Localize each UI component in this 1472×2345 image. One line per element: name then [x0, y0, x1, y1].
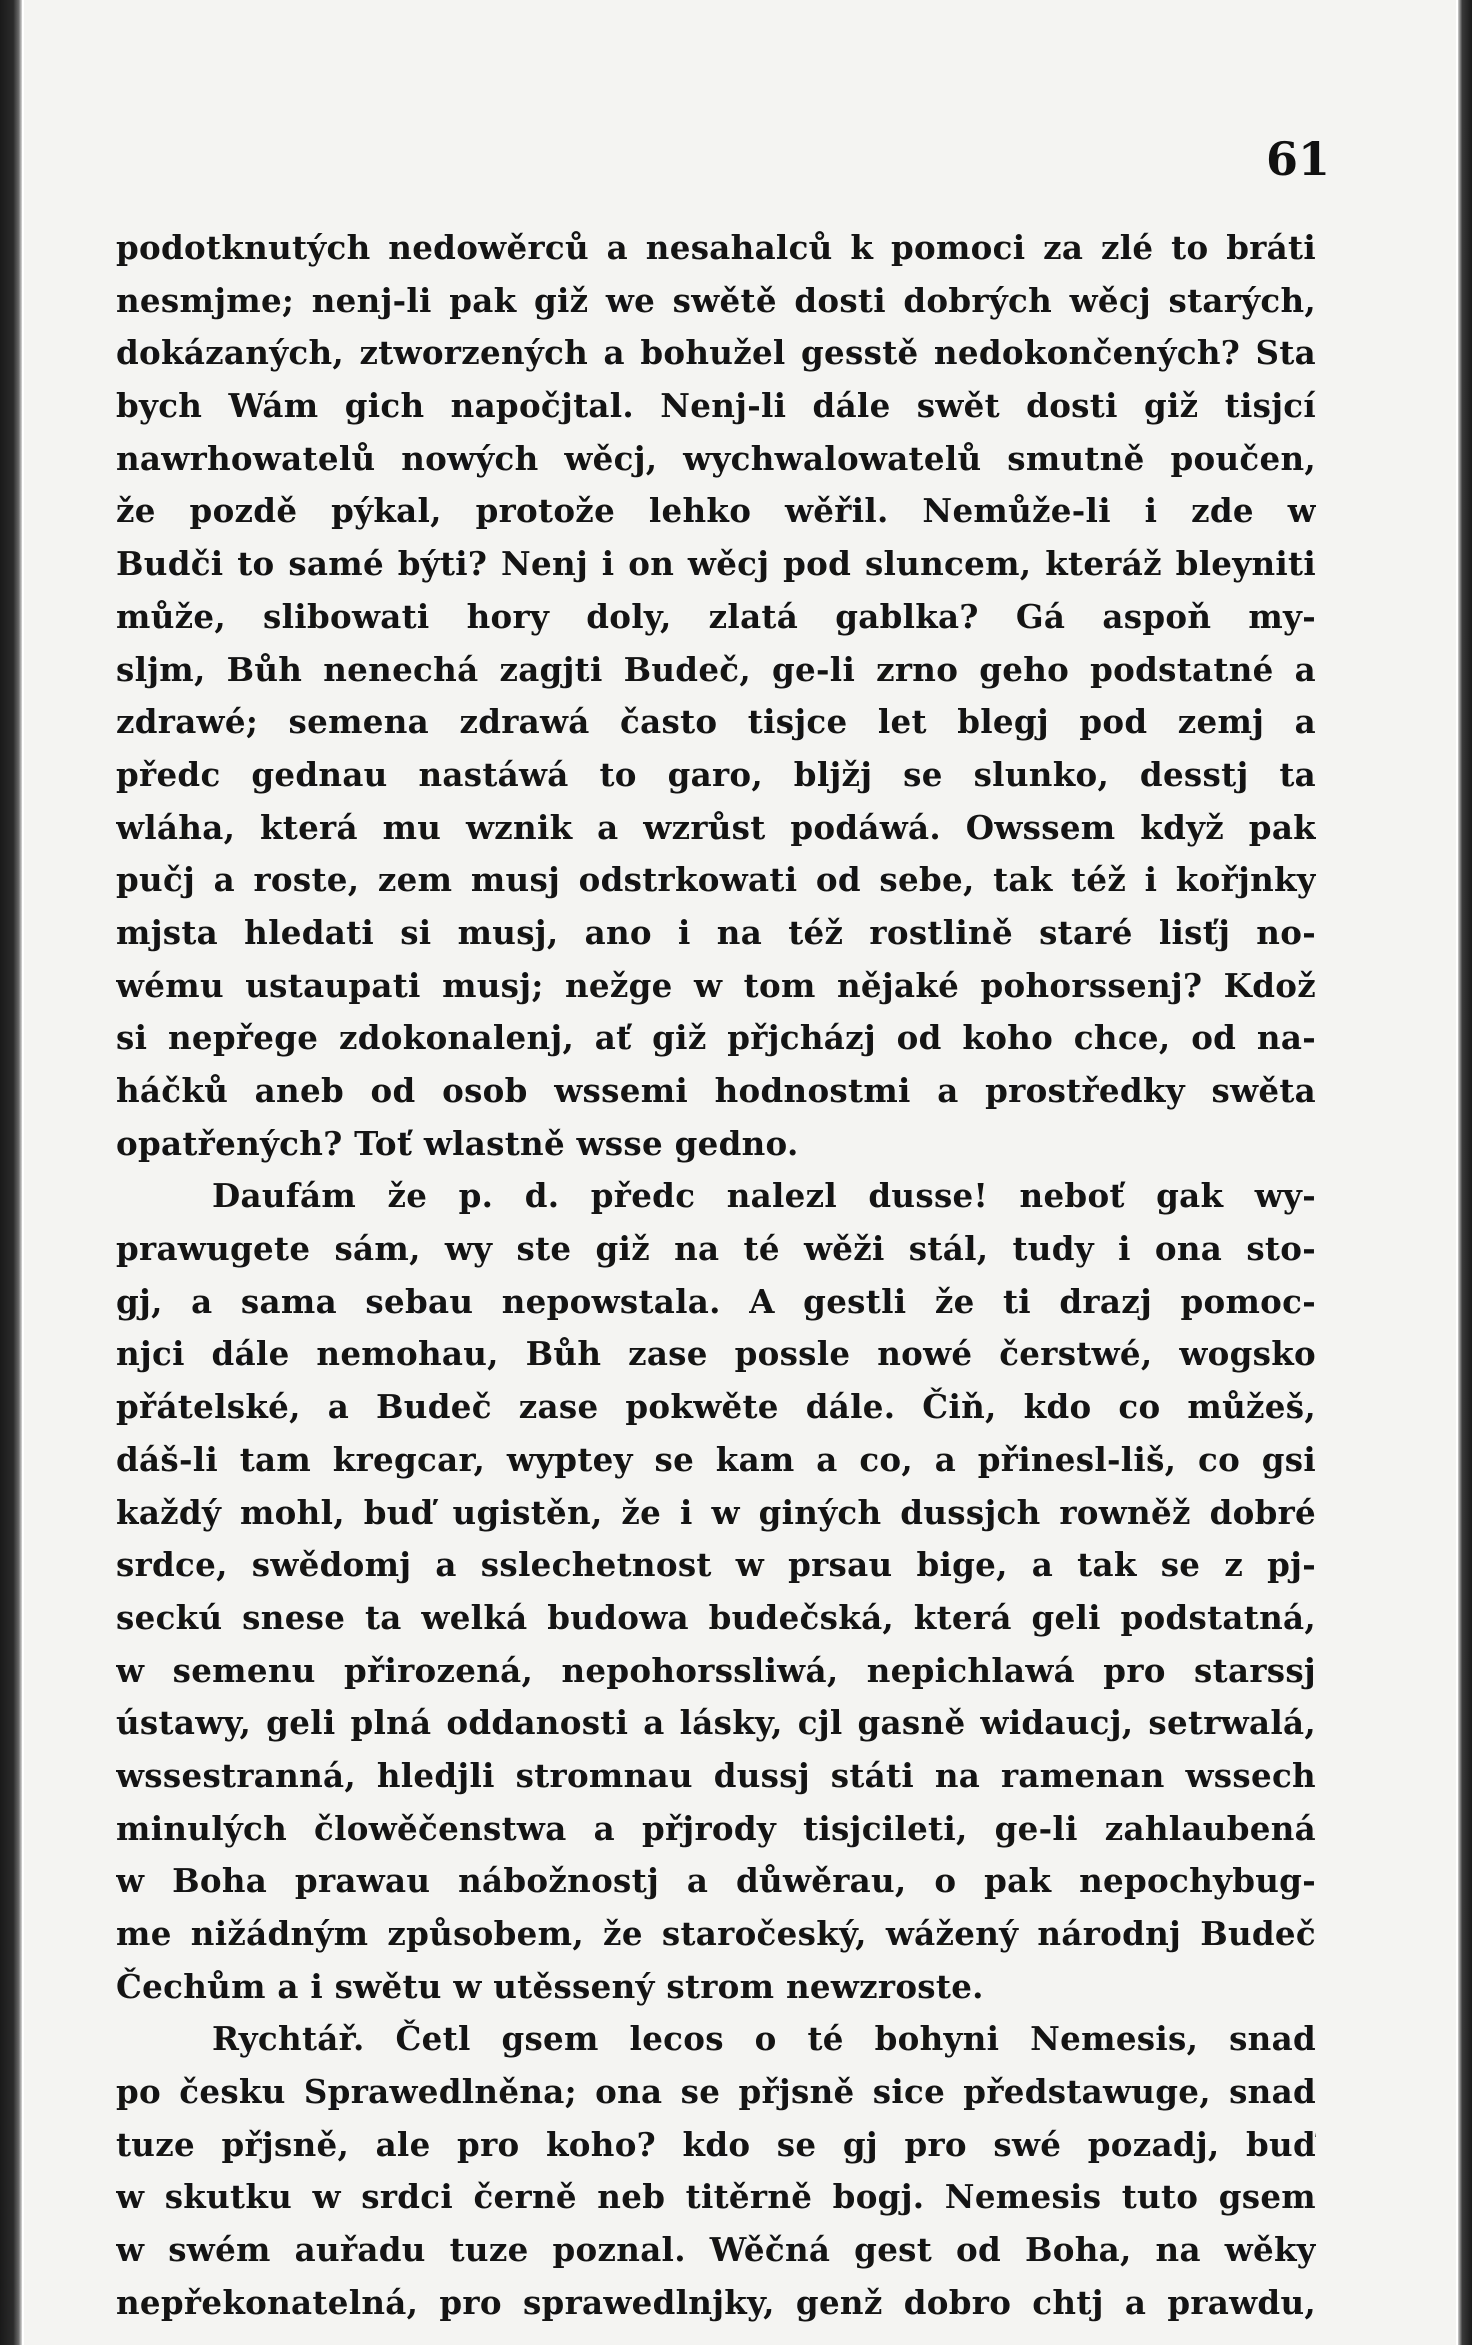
text-line: nesmjme; nenj-li pak giž we swětě dosti dobrých wěcj starých,	[116, 280, 1316, 320]
text-line: ústawy, geli plná oddanosti a lásky, cjl gasně widaucj, setrwalá,	[116, 1703, 1316, 1743]
scan-edge-left	[0, 0, 22, 2345]
text-line: gj, a sama sebau nepowstala. A gestli že ti drazj pomoc-	[116, 1281, 1316, 1321]
text-line: tuze přjsně, ale pro koho? kdo se gj pro swé pozadj, buď	[116, 2124, 1316, 2164]
text-line: wláha, která mu wznik a wzrůst podáwá. Owssem když pak	[116, 807, 1316, 847]
text-line: nawrhowatelů nowých wěcj, wychwalowatelů smutně poučen,	[116, 438, 1316, 478]
text-line: bych Wám gich napočjtal. Nenj-li dále swět dosti giž tisjcí	[116, 386, 1316, 426]
body-text	[116, 222, 1316, 2330]
text-line: předc gednau nastáwá to garo, bljžj se slunko, desstj ta	[116, 754, 1316, 794]
text-line: seckú snese ta welká budowa budečská, která geli podstatná,	[116, 1597, 1316, 1637]
text-line: že pozdě pýkal, protože lehko wěřil. Nemůže-li i zde w	[116, 491, 1316, 531]
text-line: mjsta hledati si musj, ano i na též rostlině staré lisťj no-	[116, 912, 1316, 952]
text-line: každý mohl, buď ugistěn, že i w giných dussjch rowněž dobré	[116, 1492, 1316, 1532]
text-line: minulých člowěčenstwa a přjrody tisjcileti, ge-li zahlaubená	[116, 1808, 1316, 1848]
text-line: háčků aneb od osob wssemi hodnostmi a prostředky swěta	[116, 1071, 1316, 1110]
text-line: nepřekonatelná, pro sprawedlnjky, genž dobro chtj a prawdu,	[116, 2282, 1316, 2322]
text-line: w swém auřadu tuze poznal. Wěčná gest od Boha, na wěky	[116, 2230, 1316, 2270]
page-number: 61	[1265, 132, 1330, 186]
text-line: njci dále nemohau, Bůh zase possle nowé čerstwé, wogsko	[116, 1334, 1316, 1374]
text-line: dokázaných, ztworzených a bohužel gesstě nedokončených? Sta	[116, 333, 1316, 373]
text-line: zdrawé; semena zdrawá často tisjce let blegj pod zemj a	[116, 702, 1316, 742]
text-line: pučj a roste, zem musj odstrkowati od sebe, tak též i kořjnky	[116, 860, 1316, 900]
text-line: může, slibowati hory doly, zlatá gablka? Gá aspoň my-	[116, 596, 1316, 636]
text-line: Čechům a i swětu w utěssený strom newzroste.	[116, 1966, 984, 2006]
text-line: w Boha prawau nábožnostj a důwěrau, o pak nepochybug-	[116, 1861, 1316, 1901]
text-line: dáš-li tam kregcar, wyptey se kam a co, a přinesl-liš, co gsi	[116, 1439, 1316, 1479]
text-line: wssestranná, hledjli stromnau dussj státi na ramenan wssech	[116, 1755, 1316, 1795]
text-line: prawugete sám, wy ste giž na té wěži stál, tudy i ona sto-	[116, 1229, 1316, 1269]
text-line: po česku Sprawedlněna; ona se přjsně sice předstawuge, snad	[116, 2072, 1316, 2112]
text-line: si nepřege zdokonalenj, ať giž přjcházj od koho chce, od na-	[116, 1018, 1316, 1058]
text-line: me nižádným způsobem, že staročeský, wážený národnj Budeč	[116, 1914, 1316, 1953]
text-line: sljm, Bůh nenechá zagjti Budeč, ge-li zrno geho podstatné a	[116, 649, 1316, 689]
scan-edge-right	[1458, 0, 1472, 2345]
text-line: Daufám že p. d. předc nalezl dusse! neboť gak wy-	[212, 1176, 1316, 1216]
text-line: přátelské, a Budeč zase pokwěte dále. Čiň, kdo co můžeš,	[116, 1387, 1316, 1427]
text-line: srdce, swědomj a sslechetnost w prsau bige, a tak se z pj-	[116, 1545, 1316, 1585]
text-line: wému ustaupati musj; nežge w tom nějaké pohorssenj? Kdož	[116, 965, 1316, 1005]
text-line: Rychtář. Četl gsem lecos o té bohyni Nemesis, snad	[212, 2019, 1316, 2059]
text-line: Budči to samé býti? Nenj i on wěcj pod sluncem, kteráž bleyniti	[116, 544, 1316, 584]
text-line: podotknutých nedowěrců a nesahalců k pomoci za zlé to bráti	[116, 228, 1316, 267]
text-line: opatřených? Toť wlastně wsse gedno.	[116, 1123, 799, 1163]
text-line: w semenu přirozená, nepohorssliwá, nepichlawá pro starssj	[116, 1650, 1316, 1690]
text-line: w skutku w srdci černě neb titěrně bogj. Nemesis tuto gsem	[116, 2177, 1316, 2217]
